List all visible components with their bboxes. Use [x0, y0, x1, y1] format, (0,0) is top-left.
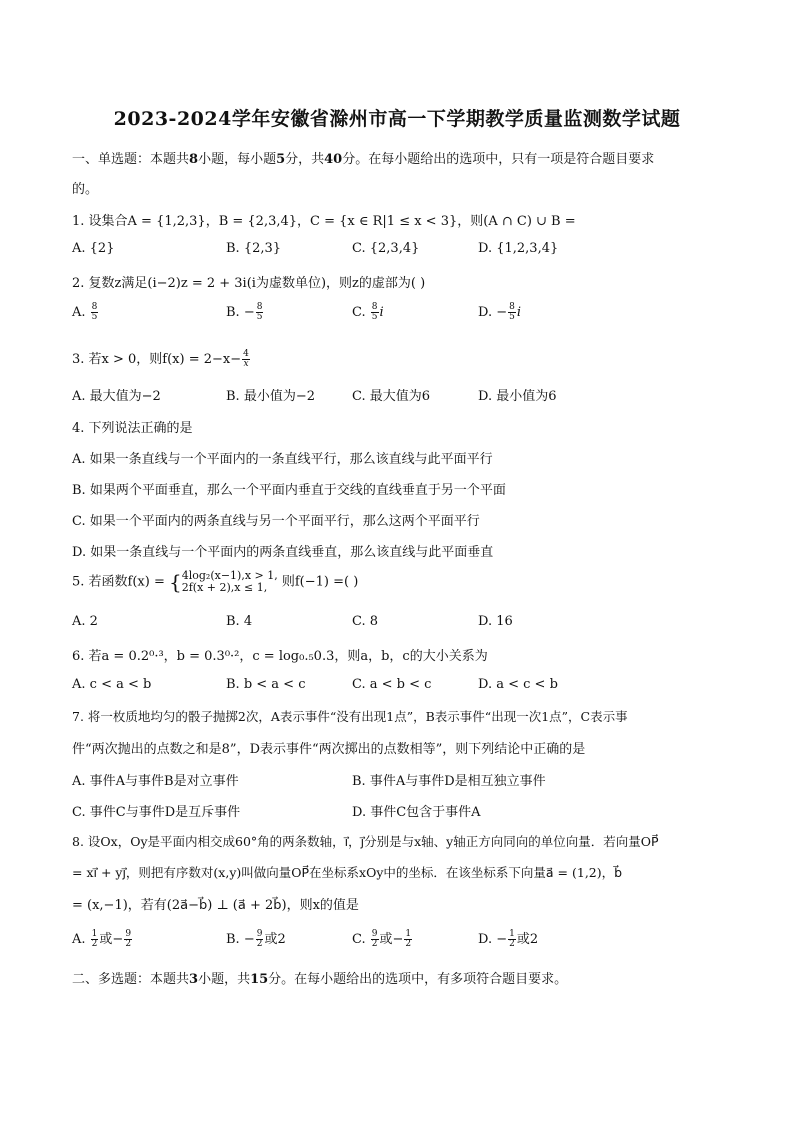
section1-heading-tail: 的。 [72, 182, 99, 197]
q5-cases [182, 570, 278, 594]
q3-option-c: C. 最大值为6 [352, 389, 431, 404]
q3-numerator: 4 [243, 349, 249, 359]
q6-stem: 6. 若a = 0.2⁰·³，b = 0.3⁰·²，c = log₀.₅0.3，则a，b，c的大小关系为 [72, 649, 488, 664]
q2-c-imag-unit: i [379, 305, 384, 320]
section1-count: 8 [189, 152, 199, 167]
q3-option-b: B. 最小值为−2 [226, 389, 315, 404]
q2-option-b-label: B. − [226, 305, 255, 320]
q1-option-b: B. {2,3} [226, 241, 282, 256]
q4-option-b: B. 如果两个平面垂直，那么一个平面内垂直于交线的直线垂直于另一个平面 [72, 483, 506, 498]
q8-option-c-label: C. [352, 932, 366, 947]
q2-a-denominator: 5 [91, 312, 98, 322]
q1-option-d: D. {1,2,3,4} [478, 241, 559, 256]
section2-heading-a: 二、多选题：本题共 [72, 972, 190, 987]
section1-heading-a: 一、单选题：本题共 [72, 152, 190, 167]
q8-option-d-label: D. − [478, 932, 508, 947]
q8-a-n2: 9 [125, 929, 132, 939]
q3-fraction [242, 350, 250, 369]
q5-case2: 2f(x + 2),x ≤ 1, [181, 581, 268, 594]
section2-heading-c: 分。在每小题给出的选项中，有多项符合题目要求。 [268, 972, 568, 987]
q5-case1: 4log₂(x−1),x > 1, [181, 569, 278, 582]
q8-option-c [352, 928, 413, 949]
q2-d-numerator: 8 [509, 302, 515, 312]
q3-denominator: x [243, 359, 249, 369]
section2-heading [72, 968, 567, 987]
section2-heading-b: 小题，共 [198, 972, 251, 987]
q2-option-c [352, 303, 384, 322]
q7-stem-line2: 件“两次抛出的点数之和是8”，D表示事件“两次掷出的点数相等”，则下列结论中正确的是 [72, 742, 586, 757]
q2-option-d-label: D. − [478, 305, 508, 320]
q8-d-n1: 1 [509, 929, 515, 939]
q5-stem-b: 则f(−1) =( ) [281, 574, 359, 590]
q8-c-n2: 1 [405, 929, 412, 939]
q5-option-c: C. 8 [352, 614, 379, 629]
q4-option-c: C. 如果一个平面内的两条直线与另一个平面平行，那么这两个平面平行 [72, 514, 480, 529]
q8-stem-line3: = (x,−1)，若有(2a⃗−b⃗) ⊥ (a⃗ + 2b⃗)，则x的值是 [72, 898, 359, 913]
q8-a-fraction2 [124, 930, 132, 949]
q8-option-b-label: B. − [226, 932, 255, 947]
q5-option-d: D. 16 [478, 614, 513, 629]
page-title: 2023-2024学年安徽省滁州市高一下学期教学质量监测数学试题 [113, 108, 681, 130]
q6-option-a: A. c < a < b [72, 677, 152, 692]
q5-stem-a: 5. 若函数f(x) = [72, 574, 165, 590]
q8-b-mid: 或2 [264, 932, 286, 947]
q2-c-denominator: 5 [371, 312, 378, 322]
q2-b-denominator: 5 [256, 312, 263, 322]
q2-option-d [478, 303, 521, 322]
q2-option-b [226, 303, 264, 322]
q2-b-numerator: 8 [256, 302, 263, 312]
q8-option-a-label: A. [72, 932, 86, 947]
q7-stem-line1: 7. 将一枚质地均匀的骰子抛掷2次，A表示事件“没有出现1点”，B表示事件“出现一次1点”，C表示事 [72, 709, 628, 724]
q8-c-n1: 9 [371, 929, 378, 939]
q5-option-b: B. 4 [226, 614, 253, 629]
q8-c-d2: 2 [405, 939, 412, 949]
q8-stem-line1: 8. 设Ox，Oy是平面内相交成60°角的两条数轴，i⃗，j⃗分别是与x轴、y轴正方向同向的单位向量．若向量OP⃗ [72, 834, 659, 849]
q7-option-a: A. 事件A与事件B是对立事件 [72, 774, 239, 789]
q4-stem: 4. 下列说法正确的是 [72, 421, 193, 436]
q6-option-c: C. a < b < c [352, 677, 432, 692]
section1-heading-b: 小题，每小题 [198, 152, 277, 167]
q3-option-d: D. 最小值为6 [478, 389, 557, 404]
q3-stem [72, 348, 251, 369]
q7-option-c: C. 事件C与事件D是互斥事件 [72, 805, 241, 820]
q8-c-fraction2 [404, 930, 412, 949]
section1-points: 5 [276, 152, 286, 167]
q8-option-b [226, 928, 286, 949]
section1-heading [72, 148, 654, 167]
q4-option-a: A. 如果一条直线与一个平面内的一条直线平行，那么该直线与此平面平行 [72, 452, 493, 467]
q8-b-n1: 9 [256, 929, 263, 939]
q2-option-b-fraction [256, 303, 264, 322]
section1-heading-d: 分。在每小题给出的选项中，只有一项是符合题目要求 [342, 152, 655, 167]
q8-b-fraction1 [256, 930, 264, 949]
q6-option-b: B. b < a < c [226, 677, 306, 692]
q2-option-c-label: C. [352, 305, 366, 320]
q8-c-mid: 或− [379, 932, 404, 947]
q2-d-imag-unit: i [516, 305, 522, 320]
q8-stem-line2: = xi⃗ + yj⃗，则把有序数对(x,y)叫做向量OP⃗在坐标系xOy中的坐标．在该坐标系下向量a⃗ = (1,2)，b⃗ [72, 865, 623, 880]
q7-option-d: D. 事件C包含于事件A [352, 805, 481, 820]
q8-b-d1: 2 [256, 939, 263, 949]
q1-option-c: C. {2,3,4} [352, 241, 420, 256]
q2-a-numerator: 8 [91, 302, 98, 312]
q2-d-denominator: 5 [509, 312, 515, 322]
q8-option-a [72, 928, 133, 949]
q8-a-d2: 2 [125, 939, 132, 949]
q5-stem [72, 570, 358, 594]
q8-d-mid: 或2 [516, 932, 539, 947]
q2-option-d-fraction [508, 303, 516, 322]
q2-stem: 2. 复数z满足(i−2)z = 2 + 3i(i为虚数单位)，则z的虚部为( ) [72, 276, 426, 291]
q8-d-fraction1 [508, 930, 516, 949]
q2-option-a [72, 303, 99, 322]
q8-c-fraction1 [371, 930, 379, 949]
q8-a-mid: 或− [99, 932, 124, 947]
q2-option-c-fraction [371, 303, 379, 322]
q2-option-a-fraction [91, 303, 99, 322]
q8-d-d1: 2 [509, 939, 515, 949]
q8-c-d1: 2 [371, 939, 378, 949]
q8-a-d1: 2 [91, 939, 98, 949]
section1-heading-c: 分，共 [285, 152, 325, 167]
q4-option-d: D. 如果一条直线与一个平面内的两条直线垂直，那么该直线与此平面垂直 [72, 545, 494, 560]
q8-option-d [478, 928, 538, 949]
q6-option-d: D. a < c < b [478, 677, 558, 692]
section2-total: 15 [250, 972, 269, 987]
q8-a-n1: 1 [91, 929, 98, 939]
q2-c-numerator: 8 [371, 302, 378, 312]
section1-total: 40 [324, 152, 343, 167]
q3-option-a: A. 最大值为−2 [72, 389, 161, 404]
q1-stem: 1. 设集合A = {1,2,3}，B = {2,3,4}，C = {x ∈ R|1 ≤ x < 3}，则(A ∩ C) ∪ B = [72, 214, 576, 229]
q7-option-b: B. 事件A与事件D是相互独立事件 [352, 774, 546, 789]
q1-option-a: A. {2} [72, 241, 115, 256]
q5-option-a: A. 2 [72, 614, 98, 629]
q8-a-fraction1 [91, 930, 99, 949]
q2-option-a-label: A. [72, 305, 86, 320]
q5-brace: { [169, 570, 182, 594]
q3-stem-text: 3. 若x > 0，则f(x) = 2−x− [72, 352, 242, 367]
section2-count: 3 [189, 972, 199, 987]
